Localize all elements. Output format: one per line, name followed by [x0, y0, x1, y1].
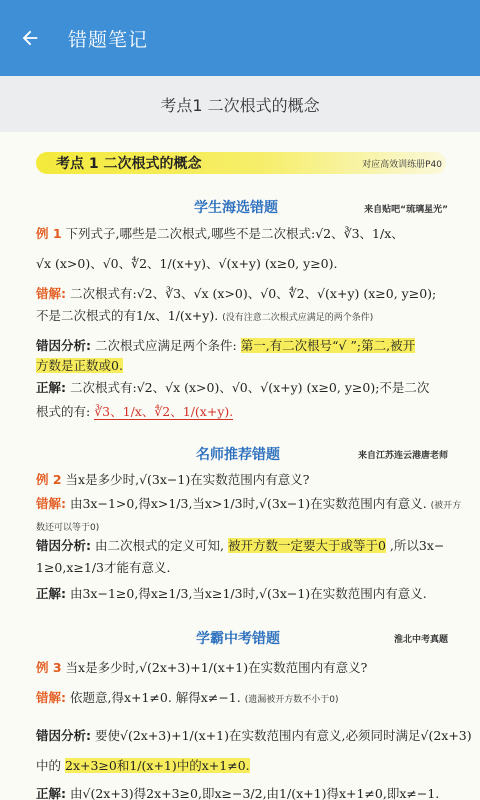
wrong-answer-1-line-1	[36, 284, 446, 302]
section-title-3: 学霸中考错题	[196, 631, 280, 647]
note-page-image	[0, 132, 480, 800]
right-answer-2-line-1	[36, 584, 446, 602]
wrong-answer-1-line-2	[36, 306, 446, 324]
reason-1-highlight-1: 第一,有二次根号“√ ”;第二,被开	[240, 338, 416, 353]
right-answer-1-handwritten: ∛3、1/x、∜2、1/(x+y).	[94, 404, 234, 419]
wrong-answer-1-text-1: 二次根式有:√2、∛3、√x (x>0)、√0、∜2、√(x+y) (x≥0, y≥0);	[69, 286, 437, 301]
example-1-line-2: √x (x>0)、√0、∜2、1/(x+y)、√(x+y) (x≥0, y≥0).	[36, 256, 338, 271]
right-answer-3-text-1: 由√(2x+3)得2x+3≥0,即x≥−3/2,由1/(x+1)得x+1≠0,即x≠−1.	[69, 786, 440, 800]
wrong-answer-1-note: (没有注意二次根式应满足的两个条件)	[222, 313, 374, 323]
section-source-2: 来自江苏连云港唐老师	[357, 451, 448, 461]
reason-3-label: 错因分析:	[36, 728, 91, 743]
wrong-answer-2-line-2	[36, 518, 446, 533]
wrong-answer-2-text-1: 由3x−1>0,得x>1/3,当x>1/3时,√(3x−1)在实数范围内有意义.	[69, 496, 427, 511]
right-answer-3-label: 正解:	[36, 786, 66, 800]
reason-1-text-1a: 二次根式应满足两个条件:	[94, 338, 237, 353]
arrow-left-icon	[19, 27, 41, 49]
reason-3-text-2a: 中的	[36, 758, 62, 773]
reason-1-line-2	[36, 356, 446, 374]
right-answer-1-text-2a: 根式的有:	[36, 404, 91, 419]
right-answer-1-text-1: 二次根式有:√2、√x (x>0)、√0、√(x+y) (x≥0, y≥0);不是二次	[69, 380, 430, 395]
right-answer-1-line-1	[36, 378, 446, 396]
example-2-line-1	[36, 470, 446, 488]
knowledge-point-ref: 对应高效训练册P40	[362, 159, 442, 170]
reason-2-text-1c: ,所以3x−	[389, 538, 445, 553]
reason-2-text-1a: 由二次根式的定义可知,	[94, 538, 224, 553]
reason-2-highlight: 被开方数一定要大于或等于0	[227, 538, 386, 553]
section-title-1: 学生海选错题	[194, 200, 278, 216]
back-button[interactable]	[10, 18, 50, 58]
right-answer-1-line-2	[36, 402, 446, 420]
wrong-answer-2-note-b: 数还可以等于0)	[36, 523, 100, 533]
reason-3-line-1	[36, 726, 472, 744]
example-1-text-1: 下列式子,哪些是二次根式,哪些不是二次根式:√2、∛3、1/x、	[65, 226, 404, 241]
wrong-answer-3-note: (遗漏被开方数不小于0)	[244, 695, 339, 705]
topic-header: 考点1 二次根式的概念	[0, 76, 480, 132]
example-2-label: 例 2	[36, 472, 62, 487]
right-answer-2-text-1: 由3x−1≥0,得x≥1/3,当x≥1/3时,√(3x−1)在实数范围内有意义.	[69, 586, 427, 601]
example-3-label: 例 3	[36, 660, 62, 675]
example-2-text-1: 当x是多少时,√(3x−1)在实数范围内有意义?	[65, 472, 310, 487]
right-answer-3-line-1	[36, 784, 446, 800]
wrong-answer-2-line-1	[36, 494, 462, 512]
reason-1-line-1	[36, 336, 446, 354]
knowledge-point-band	[36, 152, 446, 174]
section-source-3: 淮北中考真题	[393, 635, 448, 645]
reason-3-highlight: 2x+3≥0和1/(x+1)中的x+1≠0.	[65, 758, 250, 773]
right-answer-2-label: 正解:	[36, 586, 66, 601]
right-answer-1-label: 正解:	[36, 380, 66, 395]
wrong-answer-3-label: 错解:	[36, 690, 66, 705]
knowledge-point-title: 考点 1 二次根式的概念	[56, 156, 202, 172]
reason-2-label: 错因分析:	[36, 538, 91, 553]
page-title: 错题笔记	[68, 28, 149, 51]
reason-3-text-1: 要使√(2x+3)+1/(x+1)在实数范围内有意义,必须同时满足√(2x+3)	[94, 728, 472, 743]
example-1-label: 例 1	[36, 226, 62, 241]
example-1-line-1	[36, 224, 446, 242]
example-3-text-1: 当x是多少时,√(2x+3)+1/(x+1)在实数范围内有意义?	[65, 660, 368, 675]
reason-3-line-2	[36, 756, 446, 774]
example-3-line-1	[36, 658, 446, 676]
wrong-answer-2-label: 错解:	[36, 496, 66, 511]
wrong-answer-3-text-1: 依题意,得x+1≠0. 解得x≠−1.	[69, 690, 241, 705]
reason-2-line-2: 1≥0,x≥1/3才能有意义.	[36, 560, 171, 575]
reason-1-label: 错因分析:	[36, 338, 91, 353]
wrong-answer-2-note-a: (被开方	[430, 501, 462, 511]
app-bar	[0, 0, 480, 76]
wrong-answer-3-line-1	[36, 688, 446, 706]
wrong-answer-1-text-2: 不是二次根式的有1/x、1/(x+y).	[36, 308, 219, 323]
section-source-1: 来自贴吧“琉璃星光”	[364, 205, 448, 215]
section-title-2: 名师推荐错题	[196, 447, 280, 463]
reason-2-line-1	[36, 536, 446, 554]
wrong-answer-1-label: 错解:	[36, 286, 66, 301]
reason-1-highlight-2: 方数是正数或0.	[36, 358, 123, 373]
